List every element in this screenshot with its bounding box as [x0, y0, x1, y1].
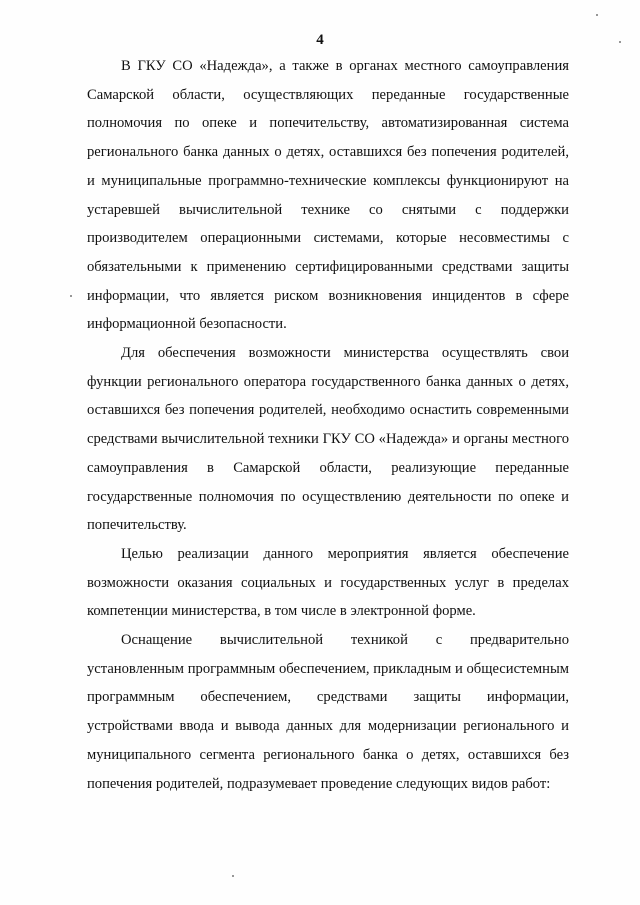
paragraph: В ГКУ СО «Надежда», а также в органах местного самоуправления Самарской области, осуществляющих переданные государственные полномочия по опеке и попечительству, автоматизированная система регионального банка данных о детях, оставшихся без попечения родителей, и муниципальные программно-технические комплексы функционируют на устаревшей вычислительной технике со снятыми с поддержки производителем операционными системами, которые несовместимы с обязательными к применению сертифицированными средствами защиты информации, что является риском возникновения инцидентов в сфере информационной безопасности.	[87, 58, 569, 333]
paragraph: Целью реализации данного мероприятия является обеспечение возможности оказания социальных и государственных услуг в пределах компетенции министерства, в том числе в электронной форме.	[87, 545, 569, 620]
paragraph: Оснащение вычислительной техникой с предварительно установленным программным обеспечением, прикладным и общесистемным программным обеспечением, средствами защиты информации, устройствами ввода и вывода данных для модернизации регионального и муниципального сегмента регионального банка о детях, оставшихся без попечения родителей, подразумевает проведение следующих видов работ:	[87, 632, 569, 792]
document-body	[87, 52, 569, 798]
scan-speck	[596, 14, 598, 16]
paragraph: Для обеспечения возможности министерства осуществлять свои функции регионального оператора государственного банка данных о детях, оставшихся без попечения родителей, необходимо оснастить современными средствами вычислительной техники ГКУ СО «Надежда» и органы местного самоуправления в Самарской области, реализующие переданные государственные полномочия по осуществлению деятельности по опеке и попечительству.	[87, 345, 569, 534]
page-number: 4	[316, 32, 324, 48]
scan-speck	[619, 41, 621, 43]
scan-speck	[70, 295, 72, 297]
scan-speck	[232, 875, 234, 877]
